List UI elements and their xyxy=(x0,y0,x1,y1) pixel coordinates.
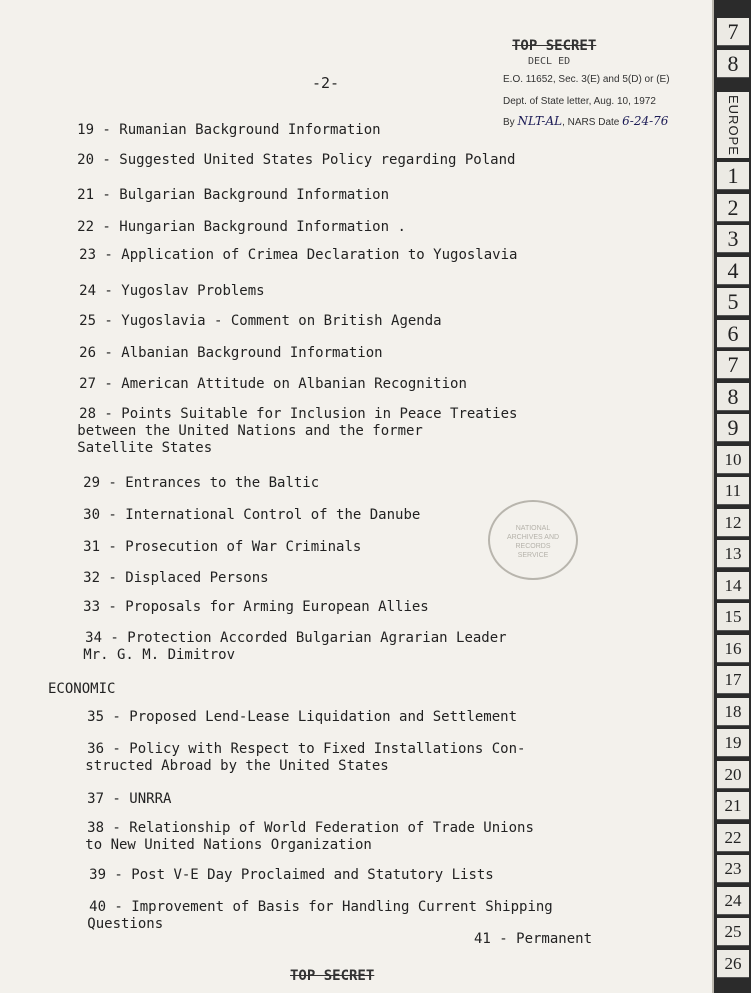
agenda-item-dash: - xyxy=(106,899,132,915)
agenda-item-dash: - xyxy=(100,570,126,586)
index-tab[interactable]: 17 xyxy=(717,666,749,694)
index-tab-europe[interactable]: EUROPE xyxy=(717,92,749,158)
agenda-item-text: Entrances to the Baltic xyxy=(125,475,320,491)
index-tab[interactable]: 7 xyxy=(717,351,749,379)
index-tab[interactable]: 16 xyxy=(717,635,749,663)
section-heading-economic: ECONOMIC xyxy=(48,681,116,697)
agenda-item-number: 19 xyxy=(77,122,94,138)
agenda-item-text: Yugoslavia - Comment on British Agenda xyxy=(121,313,442,329)
agenda-item-number: 20 xyxy=(77,152,94,168)
agenda-item-number: 24 xyxy=(79,283,96,299)
agenda-item xyxy=(50,122,381,139)
agenda-item-text: American Attitude on Albanian Recognition xyxy=(121,376,467,392)
nars-date: 6-24-76 xyxy=(622,114,669,128)
agenda-item xyxy=(52,283,265,300)
agenda-item-text: Policy with Respect to Fixed Installations Con- structed Abroad by the United States xyxy=(85,741,526,774)
agenda-item xyxy=(52,376,467,393)
agenda-item-number: 39 xyxy=(89,867,106,883)
agenda-item-dash: - xyxy=(100,599,126,615)
agenda-item xyxy=(60,741,525,775)
index-tab[interactable]: 6 xyxy=(717,320,749,348)
index-tab[interactable]: 26 xyxy=(717,950,749,978)
agenda-item-dash: - xyxy=(96,283,122,299)
agenda-item-number: 38 xyxy=(87,820,104,836)
agenda-item-number: 26 xyxy=(79,345,96,361)
agenda-item-text: Bulgarian Background Information xyxy=(119,187,390,203)
declassified-stamp: DECL ED xyxy=(528,56,571,67)
agenda-item-number: 28 xyxy=(79,406,96,422)
agenda-item-text: Application of Crimea Declaration to Yugoslavia xyxy=(121,247,518,263)
agenda-item-text: UNRRA xyxy=(129,791,172,807)
agenda-item-number: 35 xyxy=(87,709,104,725)
agenda-item-number: 30 xyxy=(83,507,100,523)
agenda-item xyxy=(62,867,494,884)
index-tab[interactable]: 25 xyxy=(717,918,749,946)
agenda-item-dash: - xyxy=(96,247,122,263)
agenda-item-text: Proposals for Arming European Allies xyxy=(125,599,429,615)
agenda-item-number: 21 xyxy=(77,187,94,203)
index-tab[interactable]: 21 xyxy=(717,792,749,820)
agenda-item-dash: - xyxy=(100,475,126,491)
index-tab[interactable]: 24 xyxy=(717,887,749,915)
agenda-item xyxy=(50,219,406,236)
agenda-item-number: 25 xyxy=(79,313,96,329)
agenda-item-text: Hungarian Background Information . xyxy=(119,219,406,235)
agenda-item-dash: - xyxy=(94,187,120,203)
agenda-item xyxy=(56,539,361,556)
agenda-item-dash: - xyxy=(100,539,126,555)
agenda-item-dash: - xyxy=(104,791,130,807)
agenda-item xyxy=(58,630,507,664)
index-tab[interactable]: 1 xyxy=(717,162,749,190)
agenda-item-dash: - xyxy=(96,406,122,422)
agenda-item xyxy=(50,187,389,204)
agenda-item-number: 36 xyxy=(87,741,104,757)
declassification-authority: E.O. 11652, Sec. 3(E) and 5(D) or (E) xyxy=(503,74,670,85)
top-secret-stamp-bottom: TOP SECRET xyxy=(290,968,375,984)
index-tab[interactable]: 8 xyxy=(717,383,749,411)
agenda-item-text: Displaced Persons xyxy=(125,570,269,586)
agenda-item xyxy=(56,475,319,492)
agenda-item xyxy=(52,247,517,264)
agenda-item-number: 27 xyxy=(79,376,96,392)
agenda-item xyxy=(60,791,171,808)
agenda-item-number: 37 xyxy=(87,791,104,807)
index-tab[interactable]: 11 xyxy=(717,477,749,505)
page-number: -2- xyxy=(312,74,340,92)
agenda-item-dash: - xyxy=(104,741,130,757)
index-tab[interactable]: 5 xyxy=(717,288,749,316)
agenda-item-number: 31 xyxy=(83,539,100,555)
agenda-item-number: 33 xyxy=(83,599,100,615)
agenda-item xyxy=(56,599,429,616)
agenda-item-text: Rumanian Background Information xyxy=(119,122,381,138)
agenda-item-dash: - xyxy=(94,152,120,168)
agenda-item-text: Protection Accorded Bulgarian Agrarian Leader Mr. G. M. Dimitrov xyxy=(83,630,507,663)
archives-seal-stamp xyxy=(488,500,578,580)
index-tab[interactable]: 4 xyxy=(717,257,749,285)
agenda-item xyxy=(62,899,553,933)
index-tab[interactable]: 23 xyxy=(717,855,749,883)
agenda-item-dash: - xyxy=(96,313,122,329)
agenda-item xyxy=(56,507,420,524)
agenda-item-text: Improvement of Basis for Handling Current Shipping Questions xyxy=(87,899,553,932)
index-tab[interactable]: 15 xyxy=(717,603,749,631)
index-tab[interactable]: 22 xyxy=(717,824,749,852)
index-tab[interactable]: 10 xyxy=(717,446,749,474)
agenda-item-text: Albanian Background Information xyxy=(121,345,383,361)
top-secret-stamp-top: TOP SECRET xyxy=(512,38,597,54)
continuation-note: 41 - Permanent xyxy=(474,931,593,947)
agenda-item-text: Post V-E Day Proclaimed and Statutory Lists xyxy=(131,867,494,883)
agenda-item xyxy=(60,820,534,854)
index-tab[interactable]: 14 xyxy=(717,572,749,600)
index-tab[interactable]: 12 xyxy=(717,509,749,537)
agenda-item-dash: - xyxy=(96,345,122,361)
declassified-by-line: By NLT-AL, NARS Date 6-24-76 xyxy=(503,114,669,128)
agenda-item-dash: - xyxy=(104,820,130,836)
index-tab[interactable]: 8 xyxy=(717,50,749,78)
agenda-item-text: Prosecution of War Criminals xyxy=(125,539,362,555)
seal-text: NATIONAL ARCHIVES AND RECORDS SERVICE xyxy=(506,525,560,559)
agenda-item-dash: - xyxy=(100,507,126,523)
agenda-item-text: Yugoslav Problems xyxy=(121,283,265,299)
agenda-item xyxy=(60,709,517,726)
index-tab[interactable]: 13 xyxy=(717,540,749,568)
agenda-item-dash: - xyxy=(106,867,132,883)
index-tab[interactable]: 7 xyxy=(717,18,749,46)
index-tab[interactable]: 9 xyxy=(717,414,749,442)
agenda-item-text: Proposed Lend-Lease Liquidation and Settlement xyxy=(129,709,518,725)
agenda-item-text: Points Suitable for Inclusion in Peace Treaties between the United Nations and the former Satellite States xyxy=(77,406,518,456)
agenda-item-text: Relationship of World Federation of Trade Unions to New United Nations Organization xyxy=(85,820,534,853)
agenda-item-dash: - xyxy=(104,709,130,725)
index-tab[interactable]: 18 xyxy=(717,698,749,726)
agenda-item-number: 29 xyxy=(83,475,100,491)
agenda-item-number: 22 xyxy=(77,219,94,235)
agenda-item-number: 23 xyxy=(79,247,96,263)
dept-state-letter: Dept. of State letter, Aug. 10, 1972 xyxy=(503,96,656,107)
agenda-item-text: Suggested United States Policy regarding Poland xyxy=(119,152,516,168)
agenda-item-dash: - xyxy=(94,122,120,138)
index-tab[interactable]: 19 xyxy=(717,729,749,757)
index-tab[interactable]: 20 xyxy=(717,761,749,789)
agenda-item xyxy=(50,152,515,169)
index-tab[interactable]: 3 xyxy=(717,225,749,253)
agenda-item-number: 34 xyxy=(85,630,102,646)
agenda-item xyxy=(52,406,517,457)
index-tabs xyxy=(714,0,751,993)
agenda-item-number: 32 xyxy=(83,570,100,586)
by-label: By xyxy=(503,117,515,128)
agenda-item-dash: - xyxy=(102,630,128,646)
agenda-item-number: 40 xyxy=(89,899,106,915)
agenda-item-text: International Control of the Danube xyxy=(125,507,421,523)
agenda-item xyxy=(52,345,383,362)
by-initials: NLT-AL xyxy=(517,114,563,128)
agenda-item xyxy=(52,313,442,330)
index-tab[interactable]: 2 xyxy=(717,194,749,222)
nars-date-label: NARS Date xyxy=(567,117,620,128)
agenda-item-dash: - xyxy=(96,376,122,392)
agenda-item-dash: - xyxy=(94,219,120,235)
agenda-item xyxy=(56,570,269,587)
